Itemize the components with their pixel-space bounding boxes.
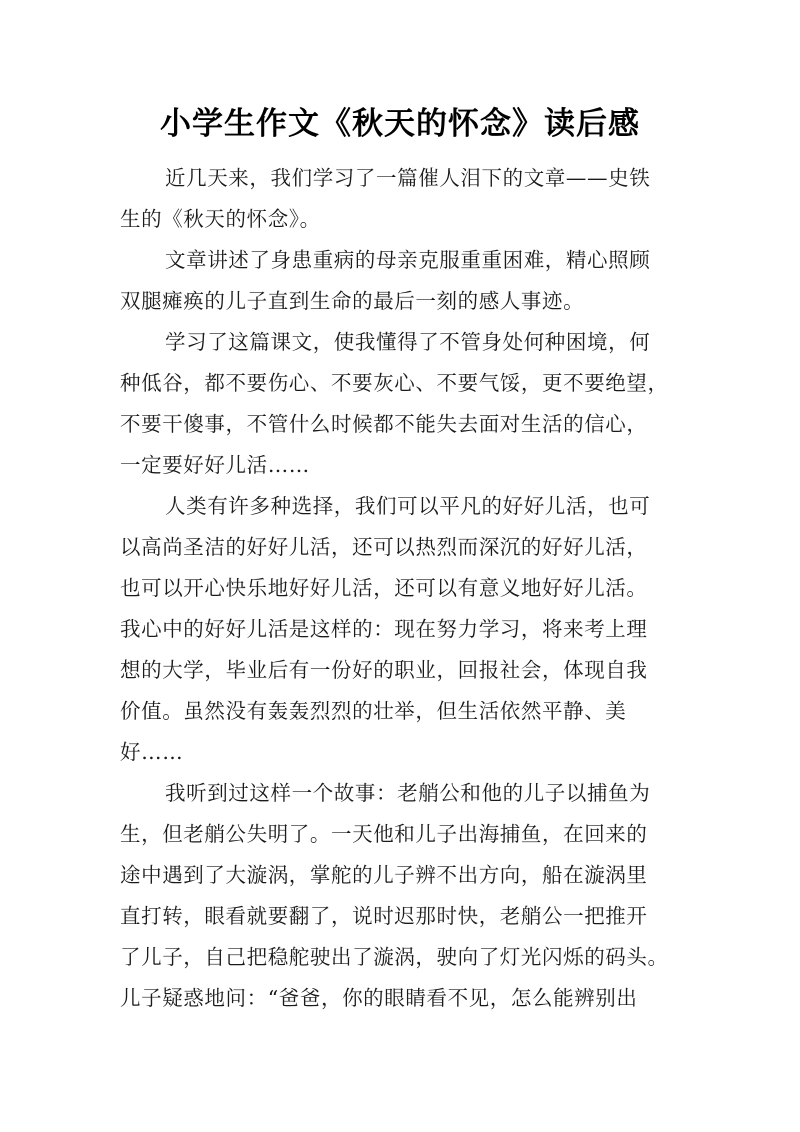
text-line: 双腿瘫痪的儿子直到生命的最后一刻的感人事迹。 [120, 289, 585, 313]
text-line: 一定要好好儿活…… [120, 453, 310, 477]
text-line: 近几天来，我们学习了一篇催人泪下的文章——史铁 [165, 166, 651, 190]
text-line: 直打转，眼看就要翻了，说时迟那时快，老艄公一把推开 [120, 904, 648, 928]
text-line: 途中遇到了大漩涡，掌舵的儿子辨不出方向，船在漩涡里 [120, 863, 648, 887]
text-line: 人类有许多种选择，我们可以平凡的好好儿活，也可 [165, 494, 651, 518]
text-line: 我心中的好好儿活是这样的：现在努力学习，将来考上理 [120, 617, 648, 641]
text-line: 学习了这篇课文，使我懂得了不管身处何种困境，何 [165, 330, 651, 354]
text-line: 我听到过这样一个故事：老艄公和他的儿子以捕鱼为 [165, 781, 651, 805]
text-line: 好…… [120, 740, 184, 764]
text-line: 也可以开心快乐地好好儿活，还可以有意义地好好儿活。 [120, 576, 648, 600]
text-line: 生，但老艄公失明了。一天他和儿子出海捕鱼，在回来的 [120, 822, 648, 846]
text-line: 文章讲述了身患重病的母亲克服重重困难，精心照顾 [165, 248, 651, 272]
text-line: 儿子疑惑地问：“爸爸，你的眼睛看不见，怎么能辨别出 [120, 986, 638, 1010]
text-line: 不要干傻事，不管什么时候都不能失去面对生活的信心， [120, 412, 648, 436]
text-line: 想的大学，毕业后有一份好的职业，回报社会，体现自我 [120, 658, 648, 682]
document-body [120, 158, 672, 1019]
text-line: 了儿子，自己把稳舵驶出了漩涡，驶向了灯光闪烁的码头。 [120, 945, 669, 969]
text-line: 以高尚圣洁的好好儿活，还可以热烈而深沉的好好儿活， [120, 535, 648, 559]
text-line: 生的《秋天的怀念》。 [120, 207, 321, 231]
document-title: 小学生作文《秋天的怀念》读后感 [160, 106, 640, 142]
text-line: 价值。虽然没有轰轰烈烈的壮举，但生活依然平静、美 [120, 699, 627, 723]
text-line: 种低谷，都不要伤心、不要灰心、不要气馁，更不要绝望， [120, 371, 669, 395]
